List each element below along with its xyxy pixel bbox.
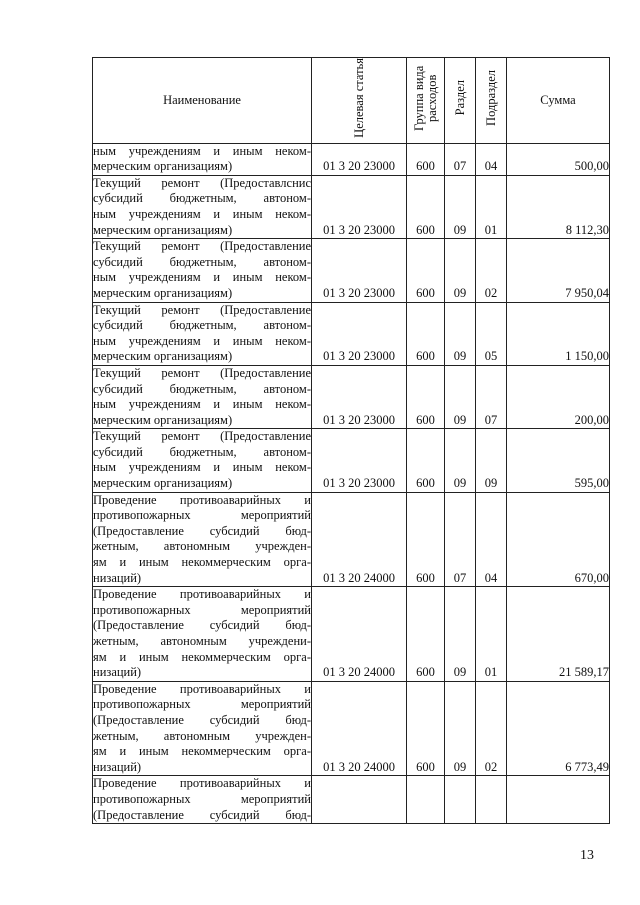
row-section-cell: 09 (445, 239, 476, 302)
table-row (93, 143, 610, 175)
row-sum-cell: 1 150,00 (507, 302, 610, 365)
row-name-line: ным учреждениям и иным неком- (93, 270, 311, 285)
row-subsection-cell: 04 (476, 143, 507, 175)
row-code-cell: 01 3 20 23000 (312, 239, 407, 302)
row-section-cell (445, 776, 476, 824)
row-section-cell: 09 (445, 302, 476, 365)
row-name-line: низаций) (93, 759, 142, 774)
row-name-cell (93, 143, 312, 175)
row-name-line: мерческим организациям) (93, 285, 233, 300)
row-sum-cell: 7 950,04 (507, 239, 610, 302)
row-name-line: (Предоставление субсидий бюд- (93, 618, 311, 633)
header-group: Группа вида расходов (407, 58, 445, 144)
row-section-cell: 07 (445, 492, 476, 587)
row-sum-cell: 21 589,17 (507, 587, 610, 682)
table-row (93, 239, 610, 302)
row-sum-cell: 500,00 (507, 143, 610, 175)
row-name-cell (93, 776, 312, 824)
row-name-line: низаций) (93, 570, 142, 585)
row-name-line: (Предоставление субсидий бюд- (93, 523, 311, 538)
row-group-cell: 600 (407, 492, 445, 587)
row-name-line: ным учреждениям и иным неком- (93, 460, 311, 475)
row-name-line: Проведение противоаварийных и (93, 776, 311, 791)
row-name-line: субсидий бюджетным, автоном- (93, 381, 311, 396)
row-group-cell: 600 (407, 681, 445, 776)
row-name-line: (Предоставление субсидий бюд- (93, 807, 311, 822)
row-section-cell: 07 (445, 143, 476, 175)
table-header-row (93, 58, 610, 144)
row-name-line: субсидий бюджетным, автоном- (93, 444, 311, 459)
row-sum-cell: 6 773,49 (507, 681, 610, 776)
page-number: 13 (580, 848, 594, 863)
row-name-line: противопожарных мероприятий (93, 602, 311, 617)
row-name-cell (93, 587, 312, 682)
row-name-line: (Предоставление субсидий бюд- (93, 712, 311, 727)
row-code-cell: 01 3 20 24000 (312, 681, 407, 776)
row-section-cell: 09 (445, 587, 476, 682)
row-name-line: низаций) (93, 665, 142, 680)
table-row (93, 587, 610, 682)
row-sum-cell: 200,00 (507, 365, 610, 428)
table-row (93, 776, 610, 824)
row-name-line: ям и иным некоммерческим орга- (93, 555, 311, 570)
row-name-line: жетным, автономным учреждени- (93, 634, 311, 648)
row-name-line: Текущий ремонт (Предоставление (93, 302, 311, 317)
row-sum-cell: 8 112,30 (507, 175, 610, 238)
row-sum-cell: 595,00 (507, 429, 610, 492)
row-subsection-cell: 07 (476, 365, 507, 428)
row-name-cell (93, 365, 312, 428)
header-section: Раздел (445, 58, 476, 144)
table-row (93, 365, 610, 428)
row-name-line: субсидий бюджетным, автоном- (93, 191, 311, 206)
table-row (93, 302, 610, 365)
row-group-cell: 600 (407, 143, 445, 175)
row-code-cell: 01 3 20 23000 (312, 302, 407, 365)
row-group-cell: 600 (407, 587, 445, 682)
row-subsection-cell: 02 (476, 681, 507, 776)
row-name-line: ным учреждениям и иным неком- (93, 143, 311, 158)
row-group-cell: 600 (407, 365, 445, 428)
row-code-cell: 01 3 20 23000 (312, 365, 407, 428)
row-sum-cell: 670,00 (507, 492, 610, 587)
row-name-line: Проведение противоаварийных и (93, 681, 311, 696)
row-name-line: мерческим организациям) (93, 412, 233, 427)
budget-table (92, 57, 610, 824)
row-name-line: мерческим организациям) (93, 349, 233, 364)
table-row (93, 429, 610, 492)
table-row (93, 175, 610, 238)
row-name-line: Текущий ремонт (Предоставление (93, 239, 311, 254)
row-code-cell: 01 3 20 23000 (312, 143, 407, 175)
row-group-cell: 600 (407, 429, 445, 492)
row-section-cell: 09 (445, 175, 476, 238)
row-section-cell: 09 (445, 429, 476, 492)
row-name-line: ям и иным некоммерческим орга- (93, 649, 311, 664)
row-group-cell: 600 (407, 239, 445, 302)
row-name-line: мерческим организациям) (93, 159, 233, 174)
row-name-line: Проведение противоаварийных и (93, 587, 311, 602)
row-code-cell: 01 3 20 23000 (312, 429, 407, 492)
header-name: Наименование (93, 58, 312, 144)
row-name-line: субсидий бюджетным, автоном- (93, 318, 311, 333)
row-name-line: Текущий ремонт (Предоставление (93, 429, 311, 444)
row-name-line: противопожарных мероприятий (93, 791, 311, 806)
row-name-cell (93, 175, 312, 238)
row-sum-cell (507, 776, 610, 824)
row-section-cell: 09 (445, 365, 476, 428)
row-code-cell: 01 3 20 24000 (312, 492, 407, 587)
row-name-line: Проведение противоаварийных и (93, 492, 311, 507)
header-subsection: Подраздел (476, 58, 507, 144)
row-section-cell: 09 (445, 681, 476, 776)
row-name-line: ным учреждениям и иным неком- (93, 397, 311, 412)
row-name-line: жетным, автономным учрежден- (93, 539, 311, 554)
row-group-cell: 600 (407, 302, 445, 365)
row-code-cell: 01 3 20 24000 (312, 587, 407, 682)
row-name-cell (93, 492, 312, 587)
row-code-cell (312, 776, 407, 824)
table-row (93, 681, 610, 776)
row-name-cell (93, 429, 312, 492)
row-name-line: ям и иным некоммерческим орга- (93, 744, 311, 759)
table-row (93, 492, 610, 587)
header-sum: Сумма (507, 58, 610, 144)
header-code: Целевая статья (312, 58, 407, 144)
row-subsection-cell (476, 776, 507, 824)
row-subsection-cell: 04 (476, 492, 507, 587)
row-subsection-cell: 01 (476, 175, 507, 238)
row-name-line: Текущий ремонт (Предоставление (93, 365, 311, 380)
row-group-cell (407, 776, 445, 824)
row-name-cell (93, 681, 312, 776)
row-subsection-cell: 01 (476, 587, 507, 682)
table-body (93, 143, 610, 824)
row-name-line: ным учреждениям и иным неком- (93, 206, 311, 221)
row-name-line: субсидий бюджетным, автоном- (93, 254, 311, 269)
row-name-cell (93, 302, 312, 365)
row-name-line: мерческим организациям) (93, 222, 233, 237)
row-name-cell (93, 239, 312, 302)
row-subsection-cell: 02 (476, 239, 507, 302)
row-subsection-cell: 05 (476, 302, 507, 365)
row-group-cell: 600 (407, 175, 445, 238)
row-subsection-cell: 09 (476, 429, 507, 492)
row-name-line: противопожарных мероприятий (93, 508, 311, 523)
row-name-line: противопожарных мероприятий (93, 697, 311, 712)
row-name-line: мерческим организациям) (93, 476, 233, 491)
row-code-cell: 01 3 20 23000 (312, 175, 407, 238)
row-name-line: жетным, автономным учрежден- (93, 728, 311, 743)
row-name-line: Текущий ремонт (Предоставлснис (93, 175, 311, 190)
row-name-line: ным учреждениям и иным неком- (93, 333, 311, 348)
